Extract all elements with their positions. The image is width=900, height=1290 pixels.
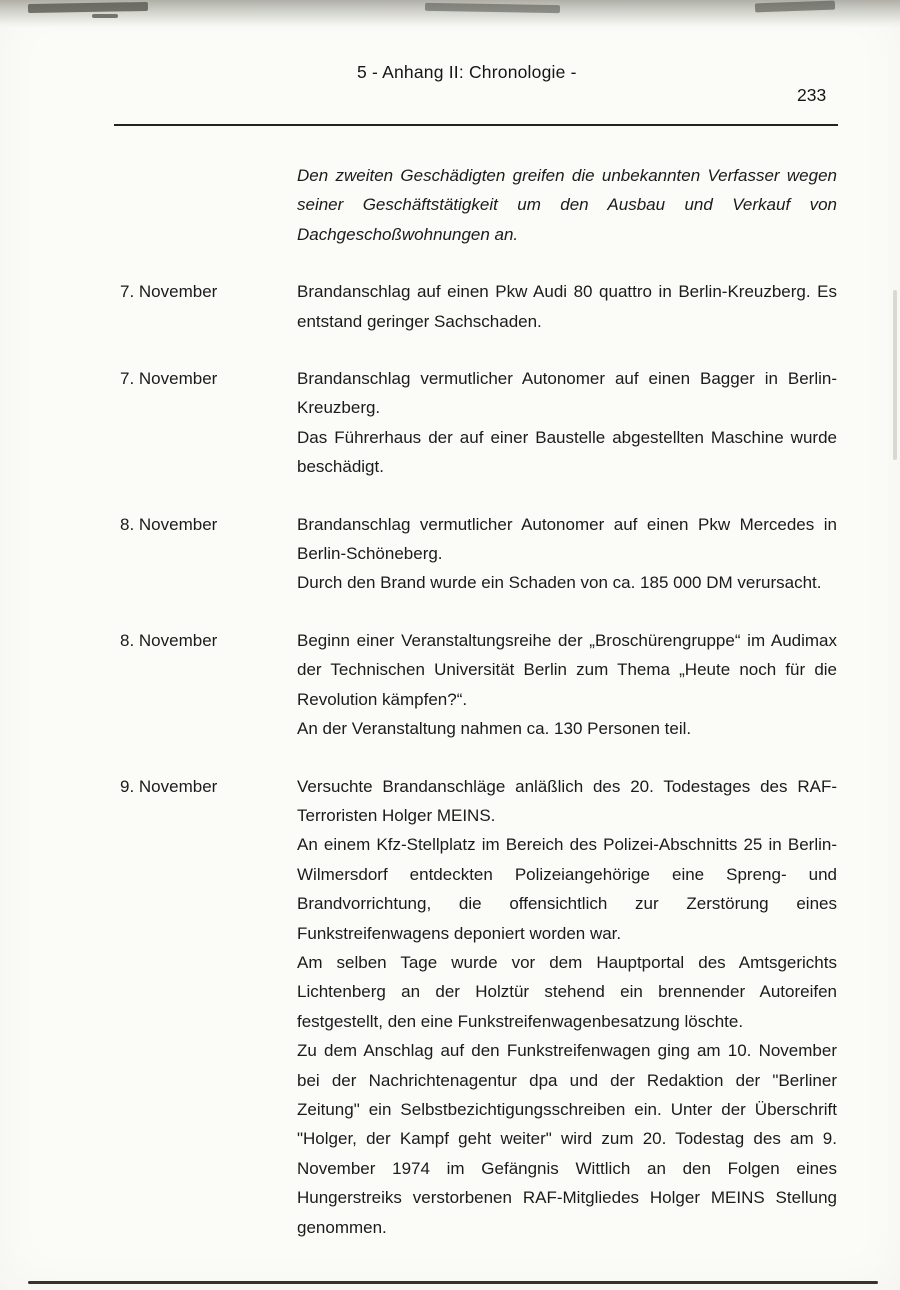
entry-9-november (120, 772, 837, 1243)
paragraph: Brandanschlag auf einen Pkw Audi 80 quattro in Berlin-Kreuzberg. Es entstand geringer Sachschaden. (297, 282, 837, 331)
entry-text (297, 626, 837, 744)
scan-edge-mark (893, 290, 897, 460)
entry-text (297, 772, 837, 1243)
scan-artifact-bottom-line (28, 1281, 878, 1284)
entry-date: 7. November (120, 369, 218, 389)
entry-date: 7. November (120, 282, 218, 302)
paragraph: Brandanschlag vermutlicher Autonomer auf einen Bagger in Berlin-Kreuzberg. (297, 369, 837, 418)
paragraph: Brandanschlag vermutlicher Autonomer auf einen Pkw Mercedes in Berlin-Schöneberg. (297, 514, 837, 564)
entry-8-november-2 (120, 626, 837, 744)
paragraph: Das Führerhaus der auf einer Baustelle abgestellten Maschine wurde beschädigt. (297, 427, 837, 477)
entry-text (297, 364, 837, 482)
chronology-content (120, 161, 837, 1270)
entry-7-november-2 (120, 364, 837, 482)
paragraph: Den zweiten Geschädigten greifen die unbekannten Verfasser wegen seiner Geschäftstätigkeit um den Ausbau und Verkauf von Dachgeschoßwohnungen an. (297, 166, 837, 244)
entry-date: 8. November (120, 514, 218, 534)
entry-text (297, 277, 837, 336)
entry-text (297, 510, 837, 598)
page-number: 233 (797, 85, 827, 105)
paragraph: An der Veranstaltung nahmen ca. 130 Personen teil. (297, 719, 692, 739)
paragraph: Zu dem Anschlag auf den Funkstreifenwagen ging am 10. November bei der Nachrichtenagentur dpa und der Redaktion der "Berliner Zeitung" ein Selbstbezichtigungsschreiben ein. Unter der Überschrift "Holger, der Kampf geht weiter" wird zum 20. Todestag des am 9. November 1974 im Gefängnis Wittlich an den Folgen eines Hungerstreiks verstorbenen RAF-Mitgliedes Holger MEINS Stellung genommen. (297, 1041, 837, 1237)
entry-text (297, 161, 837, 249)
entry-date-empty (120, 161, 297, 249)
paragraph: Am selben Tage wurde vor dem Hauptportal des Amtsgerichts Lichtenberg an der Holztür stehend ein brennender Autoreifen festgestellt, den eine Funkstreifenwagenbesatzung löschte. (297, 952, 837, 1031)
entry-date: 8. November (120, 630, 218, 650)
entry-8-november-1 (120, 510, 837, 598)
entry-7-november-1 (120, 277, 837, 336)
paragraph: Versuchte Brandanschläge anläßlich des 20. Todestages des RAF-Terroristen Holger MEINS. (297, 776, 837, 825)
paragraph: Beginn einer Veranstaltungsreihe der „Broschürengruppe“ im Audimax der Technischen Universität Berlin zum Thema „Heute noch für die Revolution kämpfen?“. (297, 630, 837, 709)
entry-continuation (120, 161, 837, 249)
entry-date: 9. November (120, 776, 218, 796)
paragraph: An einem Kfz-Stellplatz im Bereich des Polizei-Abschnitts 25 in Berlin-Wilmersdorf entdeckten Polizeiangehörige eine Spreng- und Brandvorrichtung, die offensichtlich zur Zerstörung eines Funkstreifenwagens deponiert worden war. (297, 835, 837, 943)
page-header-title: 5 - Anhang II: Chronologie - (357, 62, 577, 82)
scan-smudge (92, 14, 118, 18)
paragraph: Durch den Brand wurde ein Schaden von ca. 185 000 DM verursacht. (297, 573, 822, 593)
header-rule (114, 124, 838, 126)
